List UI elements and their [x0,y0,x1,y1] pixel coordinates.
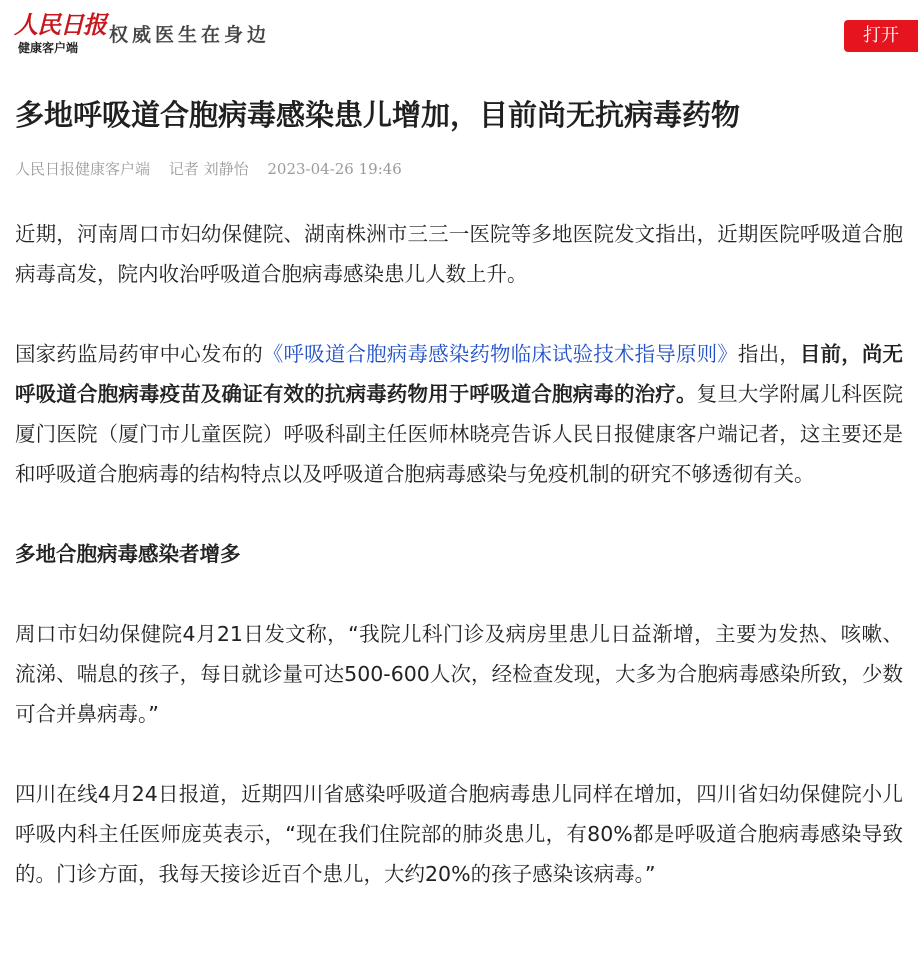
article-source[interactable]: 人民日报健康客户端 [15,160,151,178]
open-app-button[interactable]: 打开 [844,20,918,52]
top-bar [0,0,918,68]
paragraph-2-bold: 目前，尚无呼吸道合胞病毒疫苗及确证有效的抗病毒药物用于呼吸道合胞病毒的治疗。 [15,342,904,406]
article-time: 2023-04-26 19:46 [267,160,402,178]
section-subhead: 多地合胞病毒感染者增多 [15,542,241,566]
paragraph-2-after-link: 指出， [737,342,800,366]
guideline-link[interactable]: 《呼吸道合胞病毒感染药物临床试验技术指导原则》 [262,342,738,366]
article-author: 记者 刘静怡 [168,160,249,178]
article-body [15,214,903,934]
article-meta [15,158,402,180]
paragraph-1: 近期，河南周口市妇幼保健院、湖南株洲市三三一医院等多地医院发文指出，近期医院呼吸道合胞病毒高发，院内收治呼吸道合胞病毒感染患儿人数上升。 [15,222,903,286]
paragraph-2 [15,334,903,494]
article-title: 多地呼吸道合胞病毒感染患儿增加，目前尚无抗病毒药物 [15,98,741,132]
logo-main-text: 人民日报 [14,10,106,39]
logo[interactable] [14,10,106,58]
logo-sub-text: 健康客户端 [18,41,79,55]
paragraph-2-lead: 国家药监局药审中心发布的 [15,342,263,366]
paragraph-3: 周口市妇幼保健院4月21日发文称，“我院儿科门诊及病房里患儿日益渐增，主要为发热、咳嗽、流涕、喘息的孩子，每日就诊量可达500-600人次，经检查发现，大多为合胞病毒感染所致，少数可合并鼻病毒。” [15,622,903,726]
slogan: 权威医生在身边 [109,24,271,46]
paragraph-4: 四川在线4月24日报道，近期四川省感染呼吸道合胞病毒患儿同样在增加，四川省妇幼保健院小儿呼吸内科主任医师庞英表示，“现在我们住院部的肺炎患儿，有80%都是呼吸道合胞病毒感染导致的。门诊方面，我每天接诊近百个患儿，大约20%的孩子感染该病毒。” [15,782,903,886]
paragraph-2-rest: 复旦大学附属儿科医院厦门医院（厦门市儿童医院）呼吸科副主任医师林晓亮告诉人民日报健康客户端记者，这主要还是和呼吸道合胞病毒的结构特点以及呼吸道合胞病毒感染与免疫机制的研究不够透彻有关。 [15,382,904,486]
